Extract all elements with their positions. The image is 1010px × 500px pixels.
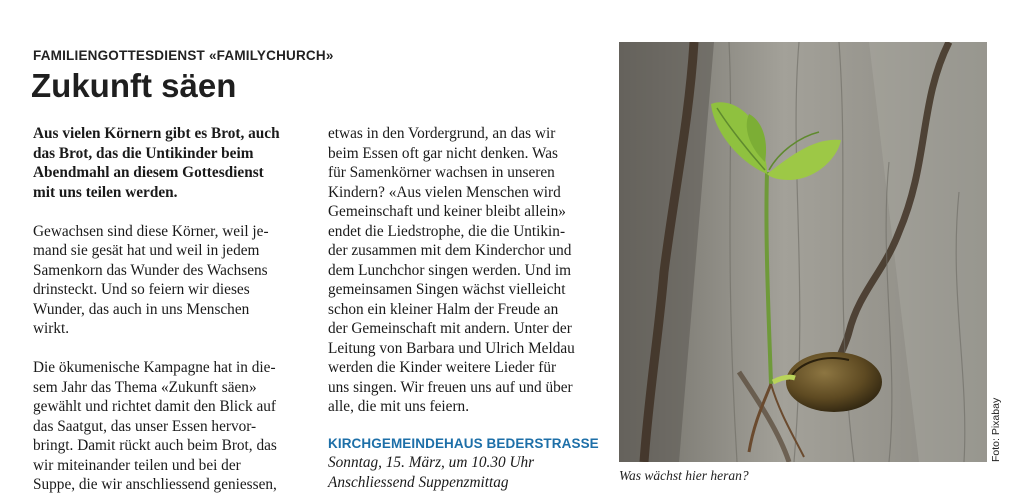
kicker: FAMILIENGOTTESDIENST «FAMILYCHURCH» <box>33 48 334 63</box>
text-line: uns singen. Wir freuen uns auf und über <box>328 378 573 396</box>
text-line: Suppe, die wir anschliessend geniessen, <box>33 476 277 493</box>
text-line: sem Jahr das Thema «Zukunft säen» <box>33 378 257 396</box>
photo-caption: Was wächst hier heran? <box>619 468 749 483</box>
text-line: mit uns teilen werden. <box>33 183 178 201</box>
article-column-1 <box>33 124 318 495</box>
text-line: wirkt. <box>33 320 70 337</box>
text-line: Abendmahl an diesem Gottesdienst <box>33 164 264 181</box>
text-line: werden die Kinder weitere Lieder für <box>328 359 557 376</box>
text-line: bringt. Damit rückt auch beim Brot, das <box>33 437 277 454</box>
body-paragraph-3 <box>328 124 608 417</box>
text-line: Die ökumenische Kampagne hat in die- <box>33 359 276 376</box>
text-line: Wunder, das auch in uns Menschen <box>33 300 250 318</box>
event-venue: KIRCHGEMEINDEHAUS BEDERSTRASSE <box>328 435 599 451</box>
text-line: gewählt und richtet damit den Blick auf <box>33 398 276 415</box>
body-paragraph-2 <box>33 358 318 495</box>
body-paragraph-1 <box>33 222 318 339</box>
text-line: für Samenkörner wachsen in unseren <box>328 164 555 181</box>
text-line: Leitung von Barbara und Ulrich Meldau <box>328 339 575 357</box>
text-line: dem Lunchchor singen werden. Und im <box>328 261 571 279</box>
text-line: drinsteckt. Und so feiern wir dieses <box>33 281 250 298</box>
text-line: mand sie gesät hat und weil in jedem <box>33 242 260 259</box>
event-date: Sonntag, 15. März, um 10.30 Uhr <box>328 454 535 471</box>
lead-paragraph <box>33 124 318 202</box>
seedling-photo <box>619 42 987 462</box>
text-line: der Gemeinschaft mit andern. Unter der <box>328 320 572 337</box>
text-line: der zusammen mit dem Kinderchor und <box>328 242 572 259</box>
article-column-2 <box>328 124 608 492</box>
text-line: Aus vielen Körnern gibt es Brot, auch <box>33 125 280 142</box>
text-line: Samenkorn das Wunder des Wachsens <box>33 261 268 279</box>
text-line: schon ein kleiner Halm der Freude an <box>328 300 559 318</box>
text-line: endet die Liedstrophe, die die Untikin- <box>328 222 566 240</box>
text-line: Gewachsen sind diese Körner, weil je- <box>33 222 269 240</box>
text-line: wir miteinander teilen und bei der <box>33 456 241 474</box>
text-line: etwas in den Vordergrund, an das wir <box>328 125 556 142</box>
text-line: das Brot, das die Untikinder beim <box>33 144 254 162</box>
text-line: gemeinsamen Singen wächst vielleicht <box>328 281 566 298</box>
text-line: Kindern? «Aus vielen Menschen wird <box>328 183 561 201</box>
text-line: Gemeinschaft und keiner bleibt allein» <box>328 203 566 220</box>
text-line: alle, die mit uns feiern. <box>328 398 470 415</box>
event-note: Anschliessend Suppenzmittag <box>328 473 509 491</box>
text-line: das Saatgut, das unser Essen hervor- <box>33 417 257 435</box>
headline: Zukunft säen <box>31 67 237 104</box>
text-line: beim Essen oft gar nicht denken. Was <box>328 144 559 162</box>
photo-credit: Foto: Pixabay <box>990 397 1002 462</box>
